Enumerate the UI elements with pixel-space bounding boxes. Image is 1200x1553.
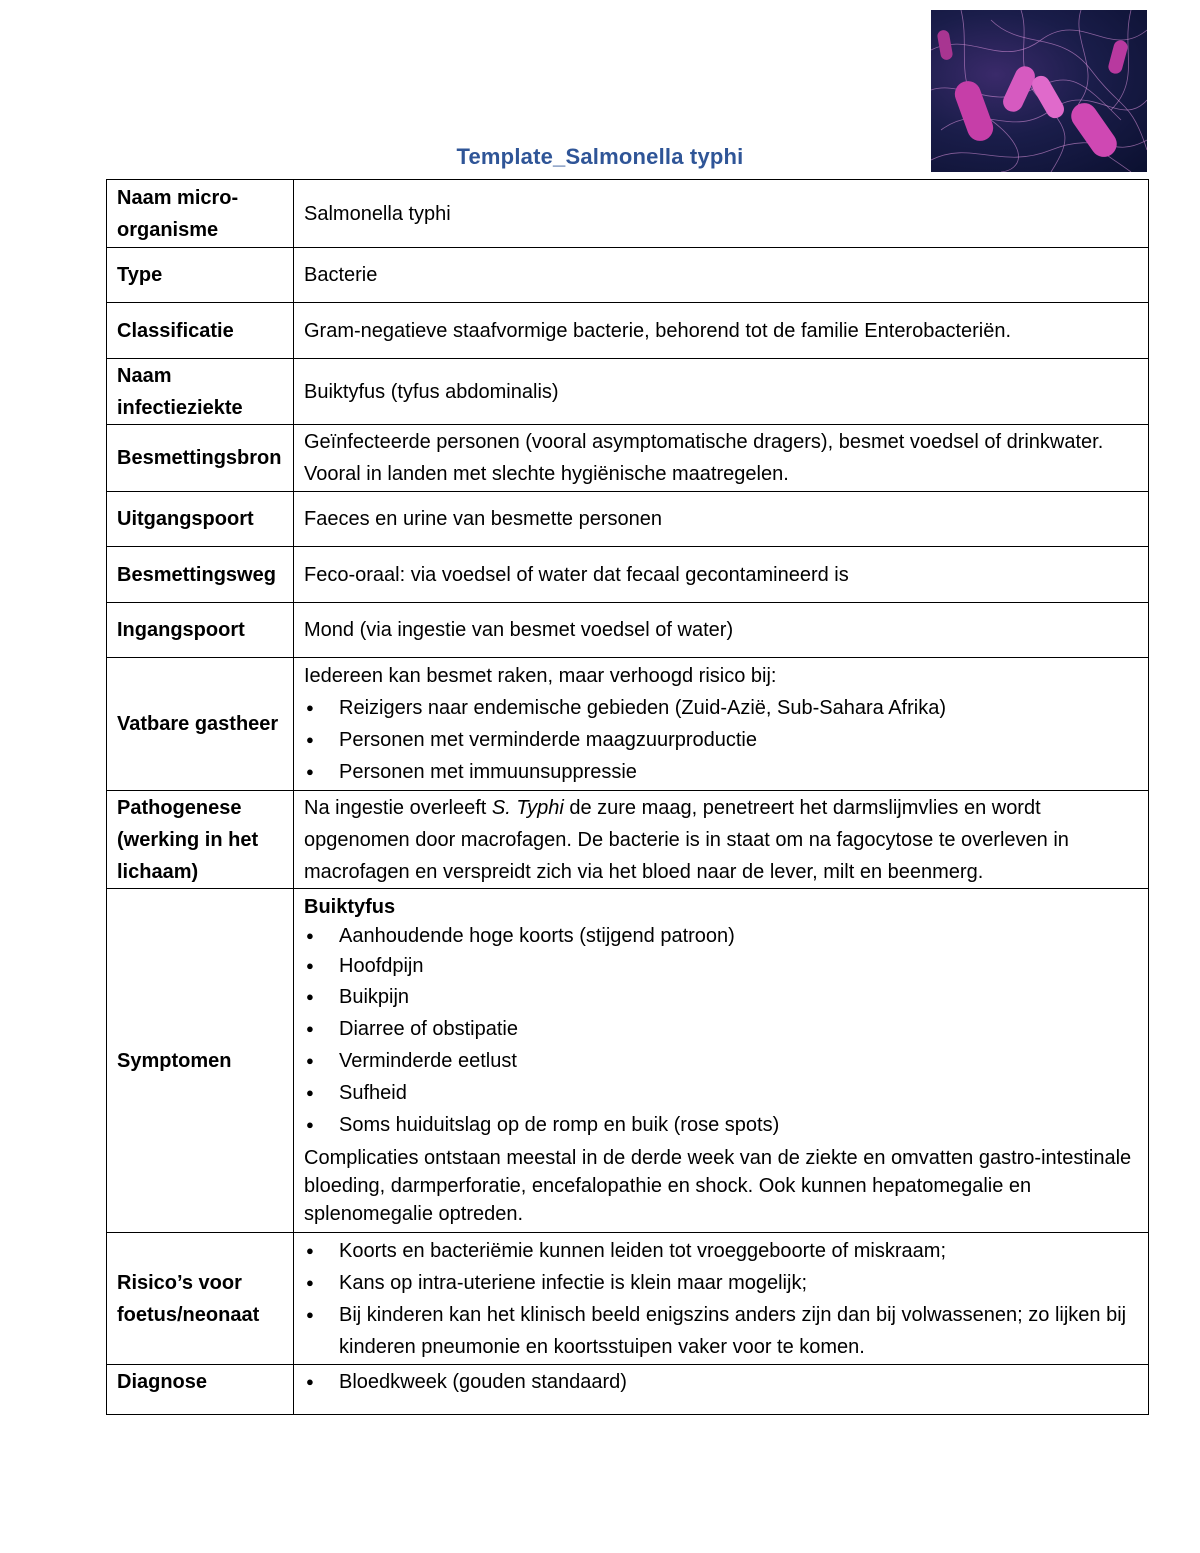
row-value-symptomen — [294, 889, 1149, 1233]
row-value-besmettingsweg: Feco-oraal: via voedsel of water dat fecaal gecontamineerd is — [294, 547, 1149, 603]
table-row — [107, 547, 1149, 603]
row-label-ingangspoort: Ingangspoort — [107, 603, 294, 658]
row-label-naam-infectieziekte: Naam infectieziekte — [107, 359, 294, 425]
list-item: ● Verminderde eetlust — [304, 1045, 1138, 1077]
row-value-diagnose — [294, 1365, 1149, 1415]
row-value-risicos — [294, 1233, 1149, 1365]
row-value-classificatie: Gram-negatieve staafvormige bacterie, behorend tot de familie Enterobacteriën. — [294, 303, 1149, 359]
row-label-vatbare-gastheer: Vatbare gastheer — [107, 658, 294, 791]
symptomen-subheading: Buiktyfus — [304, 896, 396, 918]
row-value-uitgangspoort: Faeces en urine van besmette personen — [294, 492, 1149, 547]
list-item: ● Buikpijn — [304, 981, 1138, 1013]
table-row — [107, 359, 1149, 425]
list-item: ● Reizigers naar endemische gebieden (Zuid-Azië, Sub-Sahara Afrika) — [304, 692, 1138, 724]
row-label-type: Type — [107, 248, 294, 303]
list-item: ● Diarree of obstipatie — [304, 1013, 1138, 1045]
row-value-pathogenese — [294, 791, 1149, 889]
pathogenese-organism-name: S. Typhi — [491, 796, 564, 819]
table-row — [107, 248, 1149, 303]
diagnose-list — [304, 1366, 1138, 1398]
row-label-pathogenese: Pathogenese (werking in het lichaam) — [107, 791, 294, 889]
table-row — [107, 1233, 1149, 1365]
row-label-naam-micro: Naam micro-organisme — [107, 180, 294, 248]
table-row — [107, 1365, 1149, 1415]
table-row — [107, 492, 1149, 547]
row-value-besmettingsbron: Geïnfecteerde personen (vooral asymptomatische dragers), besmet voedsel of drinkwater. Vooral in landen met slechte hygiënische maatregelen. — [294, 425, 1149, 492]
list-item: ● Kans op intra-uteriene infectie is klein maar mogelijk; — [304, 1267, 1138, 1299]
symptomen-complicaties-note: Complicaties ontstaan meestal in de derde week van de ziekte en omvatten gastro-intestinale bloeding, darmperforatie, encefalopathie en shock. Ook kunnen hepatomegalie en splenomegalie optreden. — [304, 1147, 1132, 1225]
row-label-diagnose: Diagnose — [107, 1365, 294, 1415]
list-item: ● Soms huiduitslag op de romp en buik (rose spots) — [304, 1109, 1138, 1141]
row-label-besmettingsbron: Besmettingsbron — [107, 425, 294, 492]
list-item: ● Aanhoudende hoge koorts (stijgend patroon) — [304, 921, 1138, 951]
table-row — [107, 425, 1149, 492]
row-value-naam-infectieziekte: Buiktyfus (tyfus abdominalis) — [294, 359, 1149, 425]
table-row — [107, 658, 1149, 791]
table-row — [107, 303, 1149, 359]
pathogenese-text-start: Na ingestie overleeft — [304, 796, 492, 819]
document-title: Template_Salmonella typhi — [456, 144, 744, 169]
table-row — [107, 889, 1149, 1233]
list-item: ● Sufheid — [304, 1077, 1138, 1109]
list-item: ● Bloedkweek (gouden standaard) — [304, 1366, 1138, 1398]
row-value-naam-micro: Salmonella typhi — [294, 180, 1149, 248]
row-value-type: Bacterie — [294, 248, 1149, 303]
row-label-uitgangspoort: Uitgangspoort — [107, 492, 294, 547]
row-label-besmettingsweg: Besmettingsweg — [107, 547, 294, 603]
row-label-risicos: Risico’s voor foetus/neonaat — [107, 1233, 294, 1365]
table-row — [107, 180, 1149, 248]
symptomen-list — [304, 921, 1138, 1141]
list-item: ● Bij kinderen kan het klinisch beeld enigszins anders zijn dan bij volwassenen; zo lijken bij kinderen pneumonie en koortsstuipen vaker voor te komen. — [304, 1299, 1138, 1363]
list-item: ● Hoofdpijn — [304, 951, 1138, 981]
row-value-vatbare-gastheer — [294, 658, 1149, 791]
risicos-list — [304, 1235, 1138, 1363]
table-row — [107, 791, 1149, 889]
pathogenese-text-end: de zure maag, penetreert het darmslijmvlies en wordt opgenomen door macrofagen. De bacterie is in staat om na fagocytose te overleven in macrofagen en verspreidt zich via het bloed naar de lever, milt en beenmerg. — [304, 796, 1069, 883]
list-item: ● Personen met immuunsuppressie — [304, 756, 1138, 788]
list-item: ● Koorts en bacteriëmie kunnen leiden tot vroeggeboorte of miskraam; — [304, 1235, 1138, 1267]
row-value-ingangspoort: Mond (via ingestie van besmet voedsel of water) — [294, 603, 1149, 658]
table-row — [107, 603, 1149, 658]
info-table — [106, 179, 1149, 1415]
vatbare-gastheer-list — [304, 692, 1138, 788]
row-label-classificatie: Classificatie — [107, 303, 294, 359]
row-label-symptomen: Symptomen — [107, 889, 294, 1233]
list-item: ● Personen met verminderde maagzuurproductie — [304, 724, 1138, 756]
vatbare-gastheer-intro: Iedereen kan besmet raken, maar verhoogd risico bij: — [304, 665, 777, 687]
